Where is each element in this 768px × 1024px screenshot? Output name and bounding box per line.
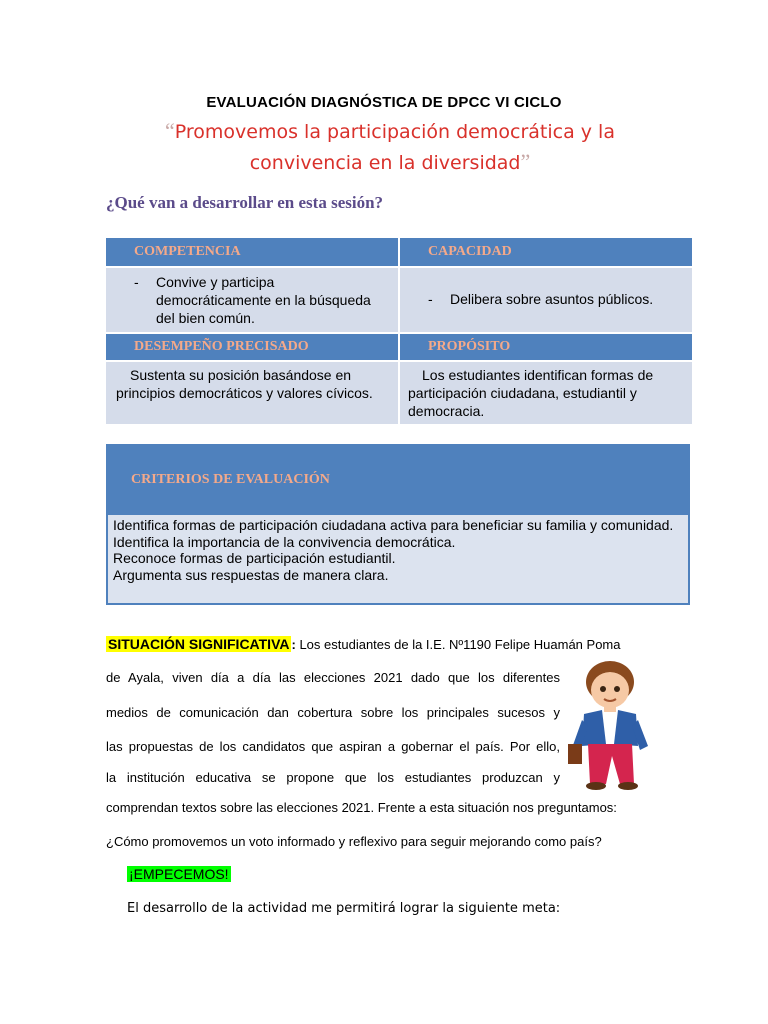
capacidad-dash: - <box>428 291 433 307</box>
criteria-item: Argumenta sus respuestas de manera clara. <box>113 566 389 583</box>
capacidad-value: Delibera sobre asuntos públicos. <box>450 291 654 307</box>
situation-line-4: las propuestas de los candidatos que aspiran a gobernar el país. Por ello, <box>106 739 560 754</box>
situation-line-1 <box>106 634 662 655</box>
start-label: ¡EMPECEMOS! <box>129 866 229 882</box>
situation-line-6: comprendan textos sobre las elecciones 2021. Frente a esta situación nos preguntamos: <box>106 800 617 815</box>
session-question: ¿Qué van a desarrollar en esta sesión? <box>106 193 384 212</box>
criteria-list <box>106 515 690 605</box>
start-label-wrap <box>127 866 231 884</box>
criteria-header: CRITERIOS DE EVALUACIÓN <box>106 444 690 515</box>
situation-text-1: Los estudiantes de la I.E. Nº1190 Felipe Huamán Poma <box>299 637 621 652</box>
document-subtitle <box>150 116 630 178</box>
goal-text: El desarrollo de la actividad me permitirá lograr la siguiente meta: <box>127 901 561 916</box>
proposito-cell: Los estudiantes identifican formas de participación ciudadana, estudiantil y democracia. <box>400 362 692 424</box>
competencia-dash: - <box>134 274 139 290</box>
criteria-item: Identifica la importancia de la convivencia democrática. <box>113 533 456 550</box>
competencia-cell <box>106 268 398 332</box>
desempeno-header: DESEMPEÑO PRECISADO <box>106 334 398 360</box>
situation-line-3: medios de comunicación dan cobertura sobre los principales sucesos y <box>106 705 560 720</box>
situation-label: SITUACIÓN SIGNIFICATIVA <box>108 636 290 652</box>
criteria-item: Reconoce formas de participación estudiantil. <box>113 550 396 566</box>
competencia-value: Convive y participa democráticamente en la búsqueda del bien común. <box>156 274 371 326</box>
student-illustration <box>562 660 658 790</box>
document-heading: EVALUACIÓN DIAGNÓSTICA DE DPCC VI CICLO <box>206 94 562 111</box>
open-quote: “ <box>165 118 175 143</box>
situation-line-7: ¿Cómo promovemos un voto informado y reflexivo para seguir mejorando como país? <box>106 834 602 849</box>
subtitle-line-2: convivencia en la diversidad <box>249 152 521 174</box>
proposito-header: PROPÓSITO <box>400 334 692 360</box>
capacidad-header: CAPACIDAD <box>400 238 692 266</box>
close-quote: ” <box>520 149 531 174</box>
situation-line-2: de Ayala, viven día a día las elecciones 2021 dado que los diferentes <box>106 670 560 685</box>
competencia-header: COMPETENCIA <box>106 238 398 266</box>
situation-colon: : <box>291 637 296 652</box>
desempeno-cell: Sustenta su posición basándose en principios democráticos y valores cívicos. <box>106 362 398 424</box>
criteria-item: Identifica formas de participación ciudadana activa para beneficiar su familia y comunidad. <box>113 517 674 533</box>
subtitle-line-1: Promovemos la participación democrática y la <box>174 121 615 143</box>
situation-line-5: la institución educativa se propone que los estudiantes produzcan y <box>106 770 560 785</box>
capacidad-cell <box>400 268 692 332</box>
